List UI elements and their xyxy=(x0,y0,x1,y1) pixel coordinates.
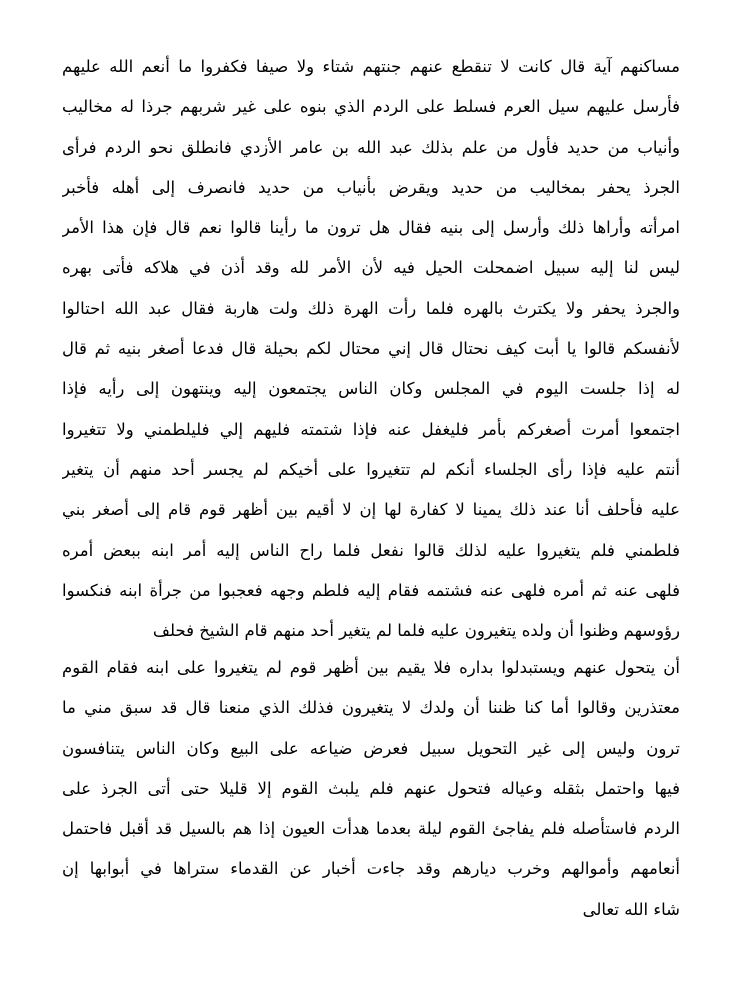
text-line: معتذرين وقالوا أما كنا ظننا أن ولدك لا يتغيرون فذلك الذي منعنا قال قد سبق مني ما xyxy=(62,698,680,718)
text-line: شاء الله تعالى xyxy=(582,899,680,919)
text-line: لأنفسكم قالوا يا أبت كيف نحتال قال إني محتال لكم بحيلة قال فدعا أصغر بنيه ثم قال xyxy=(62,339,680,359)
text-line: له إذا جلست اليوم في المجلس وكان الناس يجتمعون إليه وينتهون إلى رأيه فإذا xyxy=(62,379,680,399)
text-line: الردم فاستأصله فلم يفاجئ القوم ليلة بعدما هدأت العيون إذا هم بالسيل قد أقبل فاحتمل xyxy=(62,819,680,839)
text-line: مساكنهم آية قال كانت لا تنقطع عنهم جنتهم شتاء ولا صيفا فكفروا ما أنعم الله عليهم xyxy=(62,57,680,76)
text-line: عليه فأحلف أنا عند ذلك يمينا لا كفارة لها إن لا أقيم بين أظهر قوم قام إلى أصغر بني xyxy=(62,500,680,520)
paragraph-1 xyxy=(62,47,680,651)
text-line: أنتم عليه فإذا رأى الجلساء أنكم لم تتغيروا على أخيكم لم يجسر أحد منهم أن يتغير xyxy=(62,459,680,479)
text-line: فيها واحتمل بثقله وعياله فتحول عنهم فلم يلبث القوم إلا قليلا حتى أتى الجرذ على xyxy=(62,778,680,798)
text-line: امرأته وأراها ذلك وأرسل إلى بنيه فقال هل ترون ما رأينا قالوا نعم قال فإن هذا الأمر xyxy=(62,218,680,238)
text-line: والجرذ يحفر ولا يكترث بالهره فلما رأت الهرة ذلك ولت هاربة فقال عبد الله احتالوا xyxy=(62,298,680,318)
paragraph-2 xyxy=(62,648,680,930)
text-line: رؤوسهم وظنوا أن ولده يتغيرون عليه فلما لم يتغير أحد منهم قام الشيخ فحلف xyxy=(152,621,680,641)
text-line: فلطمني فلم يتغيروا عليه لذلك قالوا نفعل فلما راح الناس إليه أمر ابنه ببعض أمره xyxy=(62,540,680,560)
text-line: وأنياب من حديد فأول من علم بذلك عبد الله بن عامر الأزدي فانطلق نحو الردم فرأى xyxy=(62,137,680,157)
text-line: فأرسل عليهم سيل العرم فسلط على الردم الذي بنوه على غير شربهم جرذا له مخاليب xyxy=(62,97,680,117)
text-line: ليس لنا إليه سبيل اضمحلت الحيل فيه لأن الأمر لله وقد أذن في هلاكه فأتى بهره xyxy=(62,258,680,278)
text-line: فلهى عنه ثم أمره فلهى عنه فشتمه فقام إليه فلطم وجهه فعجبوا من جرأة ابنه فنكسوا xyxy=(62,580,680,600)
text-line: اجتمعوا أمرت أصغركم بأمر فليغفل عنه فإذا شتمته فليهم إلي فليلطمني ولا تتغيروا xyxy=(62,419,680,439)
text-line: الجرذ يحفر بمخاليب من حديد ويقرض بأنياب من حديد فانصرف إلى أهله فأخبر xyxy=(62,177,680,197)
text-line: أن يتحول عنهم ويستبدلوا بداره فلا يقيم بين أظهر قوم لم يتغيروا على ابنه فقام القوم xyxy=(62,658,680,677)
text-line: أنعامهم وأموالهم وخرب ديارهم وقد جاءت أخبار عن القدماء ستراها في أبوابها إن xyxy=(62,859,680,879)
text-line: ترون وليس إلى غير التحويل سبيل فعرض ضياعه على البيع وكان الناس يتنافسون xyxy=(62,738,680,758)
